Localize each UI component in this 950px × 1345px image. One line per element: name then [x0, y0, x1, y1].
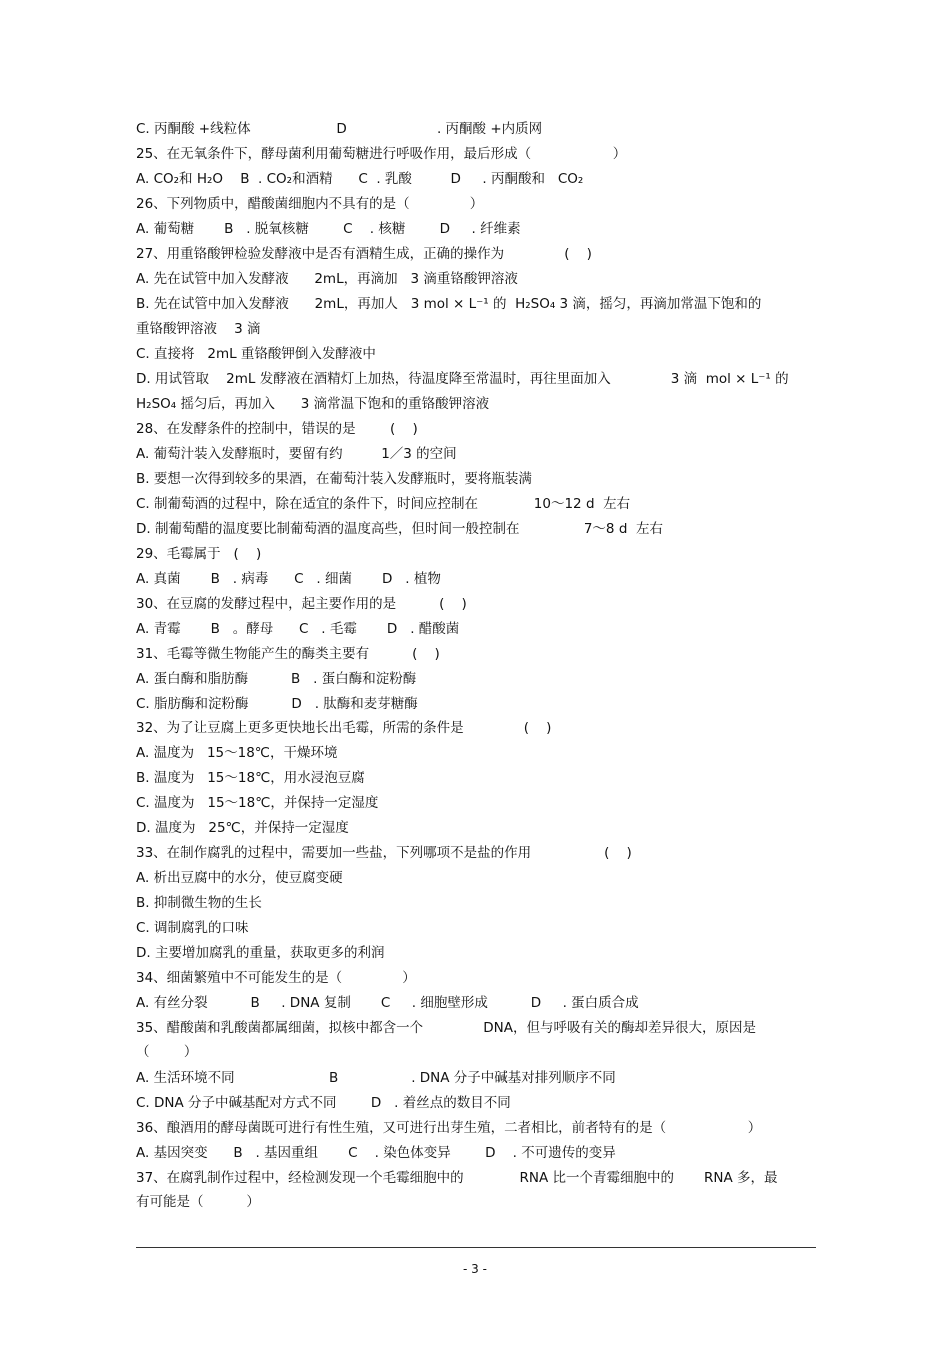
line-24: C. 脂肪酶和淀粉酶 D . 肽酶和麦芽糖酶 [136, 696, 418, 712]
line-39: A. 生活环境不同 B . DNA 分子中碱基对排列顺序不同 [136, 1070, 616, 1086]
line-28: C. 温度为 15～18℃，并保持一定湿度 [136, 795, 379, 811]
line-15: B. 要想一次得到较多的果酒，在葡萄汁装入发酵瓶时，要将瓶装满 [136, 471, 532, 487]
line-21: A. 青霉 B 。酵母 C . 毛霉 D . 醋酸菌 [136, 621, 460, 637]
line-33: C. 调制腐乳的口味 [136, 920, 249, 936]
line-16: C. 制葡萄酒的过程中，除在适宜的条件下，时间应控制在 10～12 d 左右 [136, 496, 631, 512]
line-05: A. 葡萄糖 B . 脱氧核糖 C . 核糖 D . 纤维素 [136, 221, 521, 237]
line-29: D. 温度为 25℃，并保持一定湿度 [136, 820, 349, 836]
line-02: 25、在无氧条件下，酵母菌利用葡萄糖进行呼吸作用，最后形成（ ） [136, 146, 627, 162]
line-26: A. 温度为 15～18℃，干燥环境 [136, 745, 338, 761]
line-44: 有可能是（ ） [136, 1194, 260, 1210]
line-22: 31、毛霉等微生物能产生的酶类主要有 ( ) [136, 646, 440, 662]
line-12: H₂SO₄ 摇匀后，再加入 3 滴常温下饱和的重铬酸钾溶液 [136, 396, 490, 412]
footer-divider [136, 1247, 816, 1248]
line-13: 28、在发酵条件的控制中，错误的是 ( ) [136, 421, 418, 437]
line-38: （ ） [136, 1044, 198, 1060]
line-14: A. 葡萄汁装入发酵瓶时，要留有约 1／3 的空间 [136, 446, 457, 462]
line-08: B. 先在试管中加入发酵液 2mL，再加人 3 mol × L⁻¹ 的 H₂SO₄ 3 滴，摇匀，再滴加常温下饱和的 [136, 296, 762, 312]
line-30: 33、在制作腐乳的过程中，需要加一些盐，下列哪项不是盐的作用 ( ) [136, 845, 632, 861]
line-32: B. 抑制微生物的生长 [136, 895, 262, 911]
line-25: 32、为了让豆腐上更多更快地长出毛霉，所需的条件是 ( ) [136, 720, 552, 736]
line-18: 29、毛霉属于 ( ) [136, 546, 262, 562]
line-41: 36、酿酒用的酵母菌既可进行有性生殖，又可进行出芽生殖，二者相比，前者特有的是（ ） [136, 1120, 762, 1136]
line-04: 26、下列物质中，醋酸菌细胞内不具有的是（ ） [136, 196, 484, 212]
line-43: 37、在腐乳制作过程中，经检测发现一个毛霉细胞中的 RNA 比一个青霉细胞中的 RNA 多，最 [136, 1170, 778, 1186]
line-20: 30、在豆腐的发酵过程中，起主要作用的是 ( ) [136, 596, 467, 612]
line-23: A. 蛋白酶和脂肪酶 B . 蛋白酶和淀粉酶 [136, 671, 417, 687]
line-17: D. 制葡萄醋的温度要比制葡萄酒的温度高些，但时间一般控制在 7～8 d 左右 [136, 521, 663, 537]
line-27: B. 温度为 15～18℃，用水浸泡豆腐 [136, 770, 365, 786]
line-42: A. 基因突变 B . 基因重组 C . 染色体变异 D . 不可遗传的变异 [136, 1145, 616, 1161]
line-35: 34、细菌繁殖中不可能发生的是（ ） [136, 970, 416, 986]
line-10: C. 直接将 2mL 重铬酸钾倒入发酵液中 [136, 346, 376, 362]
line-07: A. 先在试管中加入发酵液 2mL，再滴加 3 滴重铬酸钾溶液 [136, 271, 518, 287]
line-01: C. 丙酮酸 +线粒体 D . 丙酮酸 +内质网 [136, 121, 543, 137]
page-number: - 3 - [463, 1262, 487, 1276]
line-31: A. 析出豆腐中的水分，使豆腐变硬 [136, 870, 343, 886]
line-37: 35、醋酸菌和乳酸菌都属细菌，拟核中都含一个 DNA，但与呼吸有关的酶却差异很大，原因是 [136, 1020, 756, 1036]
line-11: D. 用试管取 2mL 发酵液在酒精灯上加热，待温度降至常温时，再往里面加入 3 滴 mol × L⁻¹ 的 [136, 371, 789, 387]
line-03: A. CO₂和 H₂O B . CO₂和酒精 C . 乳酸 D . 丙酮酸和 CO₂ [136, 171, 584, 187]
line-34: D. 主要增加腐乳的重量，获取更多的利润 [136, 945, 385, 961]
line-06: 27、用重铬酸钾检验发酵液中是否有酒精生成，正确的操作为 ( ) [136, 246, 592, 262]
line-36: A. 有丝分裂 B . DNA 复制 C . 细胞壁形成 D . 蛋白质合成 [136, 995, 639, 1011]
line-09: 重铬酸钾溶液 3 滴 [136, 321, 261, 337]
line-19: A. 真菌 B . 病毒 C . 细菌 D . 植物 [136, 571, 441, 587]
line-40: C. DNA 分子中碱基配对方式不同 D . 着丝点的数目不同 [136, 1095, 511, 1111]
